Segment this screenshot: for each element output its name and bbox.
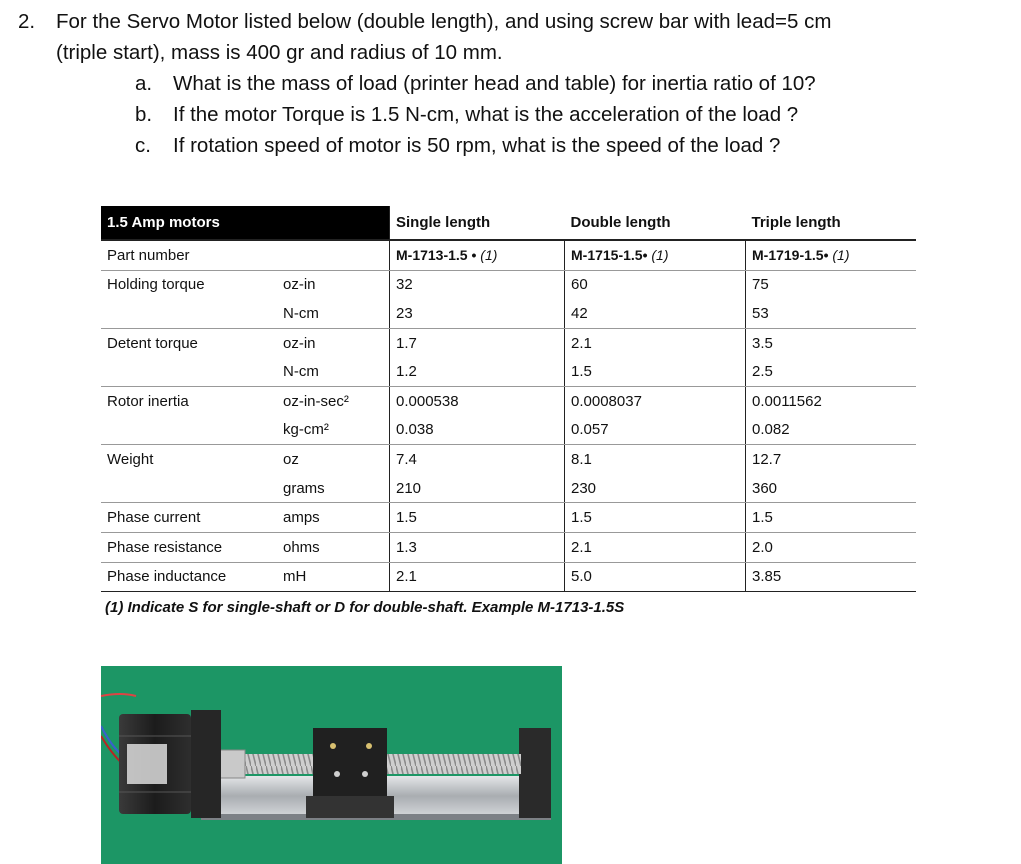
table-row [101,386,916,415]
question-number: 2. [18,10,36,33]
row-unit: oz [283,450,299,468]
table-row [101,532,916,562]
table-header-row [101,206,916,240]
row-label: Phase current [101,503,277,533]
table-row [101,562,916,592]
row-unit: N-cm [277,357,390,386]
value-cell: 8.1 [565,445,746,474]
part-number-cell [565,240,746,270]
value-cell: 42 [565,299,746,328]
row-unit: kg-cm² [277,416,390,445]
question-text-continued: (triple start), mass is 400 gr and radius of 10 mm. [56,41,503,64]
row-unit: oz-in-sec² [283,392,349,410]
value-cell: 1.5 [390,503,565,533]
value-cell: 360 [746,474,917,503]
question-block [18,6,1008,161]
row-label: Weight [107,450,154,468]
table-row [101,328,916,357]
part-note: (1) [832,247,850,264]
subquestion-c [18,130,1008,161]
subquestion-text: If the motor Torque is 1.5 N-cm, what is the acceleration of the load ? [173,103,799,126]
row-unit: ohms [277,532,390,562]
part-number-cell [390,240,565,270]
header-double-length: Double length [565,206,746,240]
subquestion-b [18,99,1008,130]
header-motor-class: 1.5 Amp motors [101,206,390,240]
part-number: M-1719-1.5• [752,247,833,264]
part-number: M-1715-1.5• [571,247,652,264]
row-label [101,474,277,503]
value-cell: 5.0 [565,562,746,592]
value-cell: 0.057 [565,416,746,445]
value-cell: 53 [746,299,917,328]
table-row [101,503,916,533]
value-cell: 1.5 [746,503,917,533]
value-cell: 2.0 [746,532,917,562]
question-text: For the Servo Motor listed below (double length), and using screw bar with lead=5 cm [56,10,832,33]
value-cell: 0.0008037 [565,386,746,415]
value-cell: 1.5 [565,357,746,386]
value-cell: 2.1 [565,328,746,357]
row-label: Phase inductance [101,562,277,592]
part-number: M-1713-1.5 • [396,247,481,264]
table-row [101,299,916,328]
value-cell: 210 [390,474,565,503]
value-cell: 3.5 [746,328,917,357]
value-cell: 1.3 [390,532,565,562]
row-unit: oz-in [283,276,316,294]
row-unit: grams [277,474,390,503]
question-line [18,6,1008,37]
row-label [101,416,277,445]
part-note: (1) [480,247,498,264]
row-unit: amps [277,503,390,533]
row-label: Detent torque [107,334,198,352]
value-cell: 60 [565,270,746,299]
subquestion-text: What is the mass of load (printer head and table) for inertia ratio of 10? [173,72,816,95]
table-row [101,416,916,445]
row-label: Phase resistance [101,532,277,562]
value-cell: 0.0011562 [746,386,917,415]
motor-spec-table [101,206,916,592]
row-label [101,357,277,386]
value-cell: 2.5 [746,357,917,386]
subquestion-a [18,68,1008,99]
value-cell: 1.7 [390,328,565,357]
row-label: Part number [101,240,390,270]
header-triple-length: Triple length [746,206,917,240]
value-cell: 1.2 [390,357,565,386]
subquestion-label: b. [135,103,153,126]
row-unit: mH [277,562,390,592]
value-cell: 2.1 [565,532,746,562]
value-cell: 0.000538 [390,386,565,415]
value-cell: 2.1 [390,562,565,592]
row-unit: N-cm [277,299,390,328]
row-label: Rotor inertia [107,392,189,410]
part-number-cell [746,240,917,270]
value-cell: 32 [390,270,565,299]
part-note: (1) [651,247,669,264]
value-cell: 75 [746,270,917,299]
servo-actuator-image [101,666,562,864]
table-row [101,357,916,386]
subquestion-label: c. [135,134,151,157]
header-single-length: Single length [390,206,565,240]
table-row [101,270,916,299]
table-footnote: (1) Indicate S for single-shaft or D for double-shaft. Example M-1713-1.5S [105,599,625,616]
value-cell: 230 [565,474,746,503]
row-unit: oz-in [283,334,316,352]
row-label: Holding torque [107,276,205,294]
value-cell: 23 [390,299,565,328]
value-cell: 3.85 [746,562,917,592]
subquestion-label: a. [135,72,153,95]
value-cell: 0.082 [746,416,917,445]
value-cell: 1.5 [565,503,746,533]
value-cell: 7.4 [390,445,565,474]
row-label [101,299,277,328]
value-cell: 0.038 [390,416,565,445]
table-row [101,474,916,503]
servo-actuator-photo [101,666,562,864]
table-row [101,240,916,270]
value-cell: 12.7 [746,445,917,474]
subquestion-text: If rotation speed of motor is 50 rpm, what is the speed of the load ? [173,134,781,157]
table-row [101,445,916,474]
